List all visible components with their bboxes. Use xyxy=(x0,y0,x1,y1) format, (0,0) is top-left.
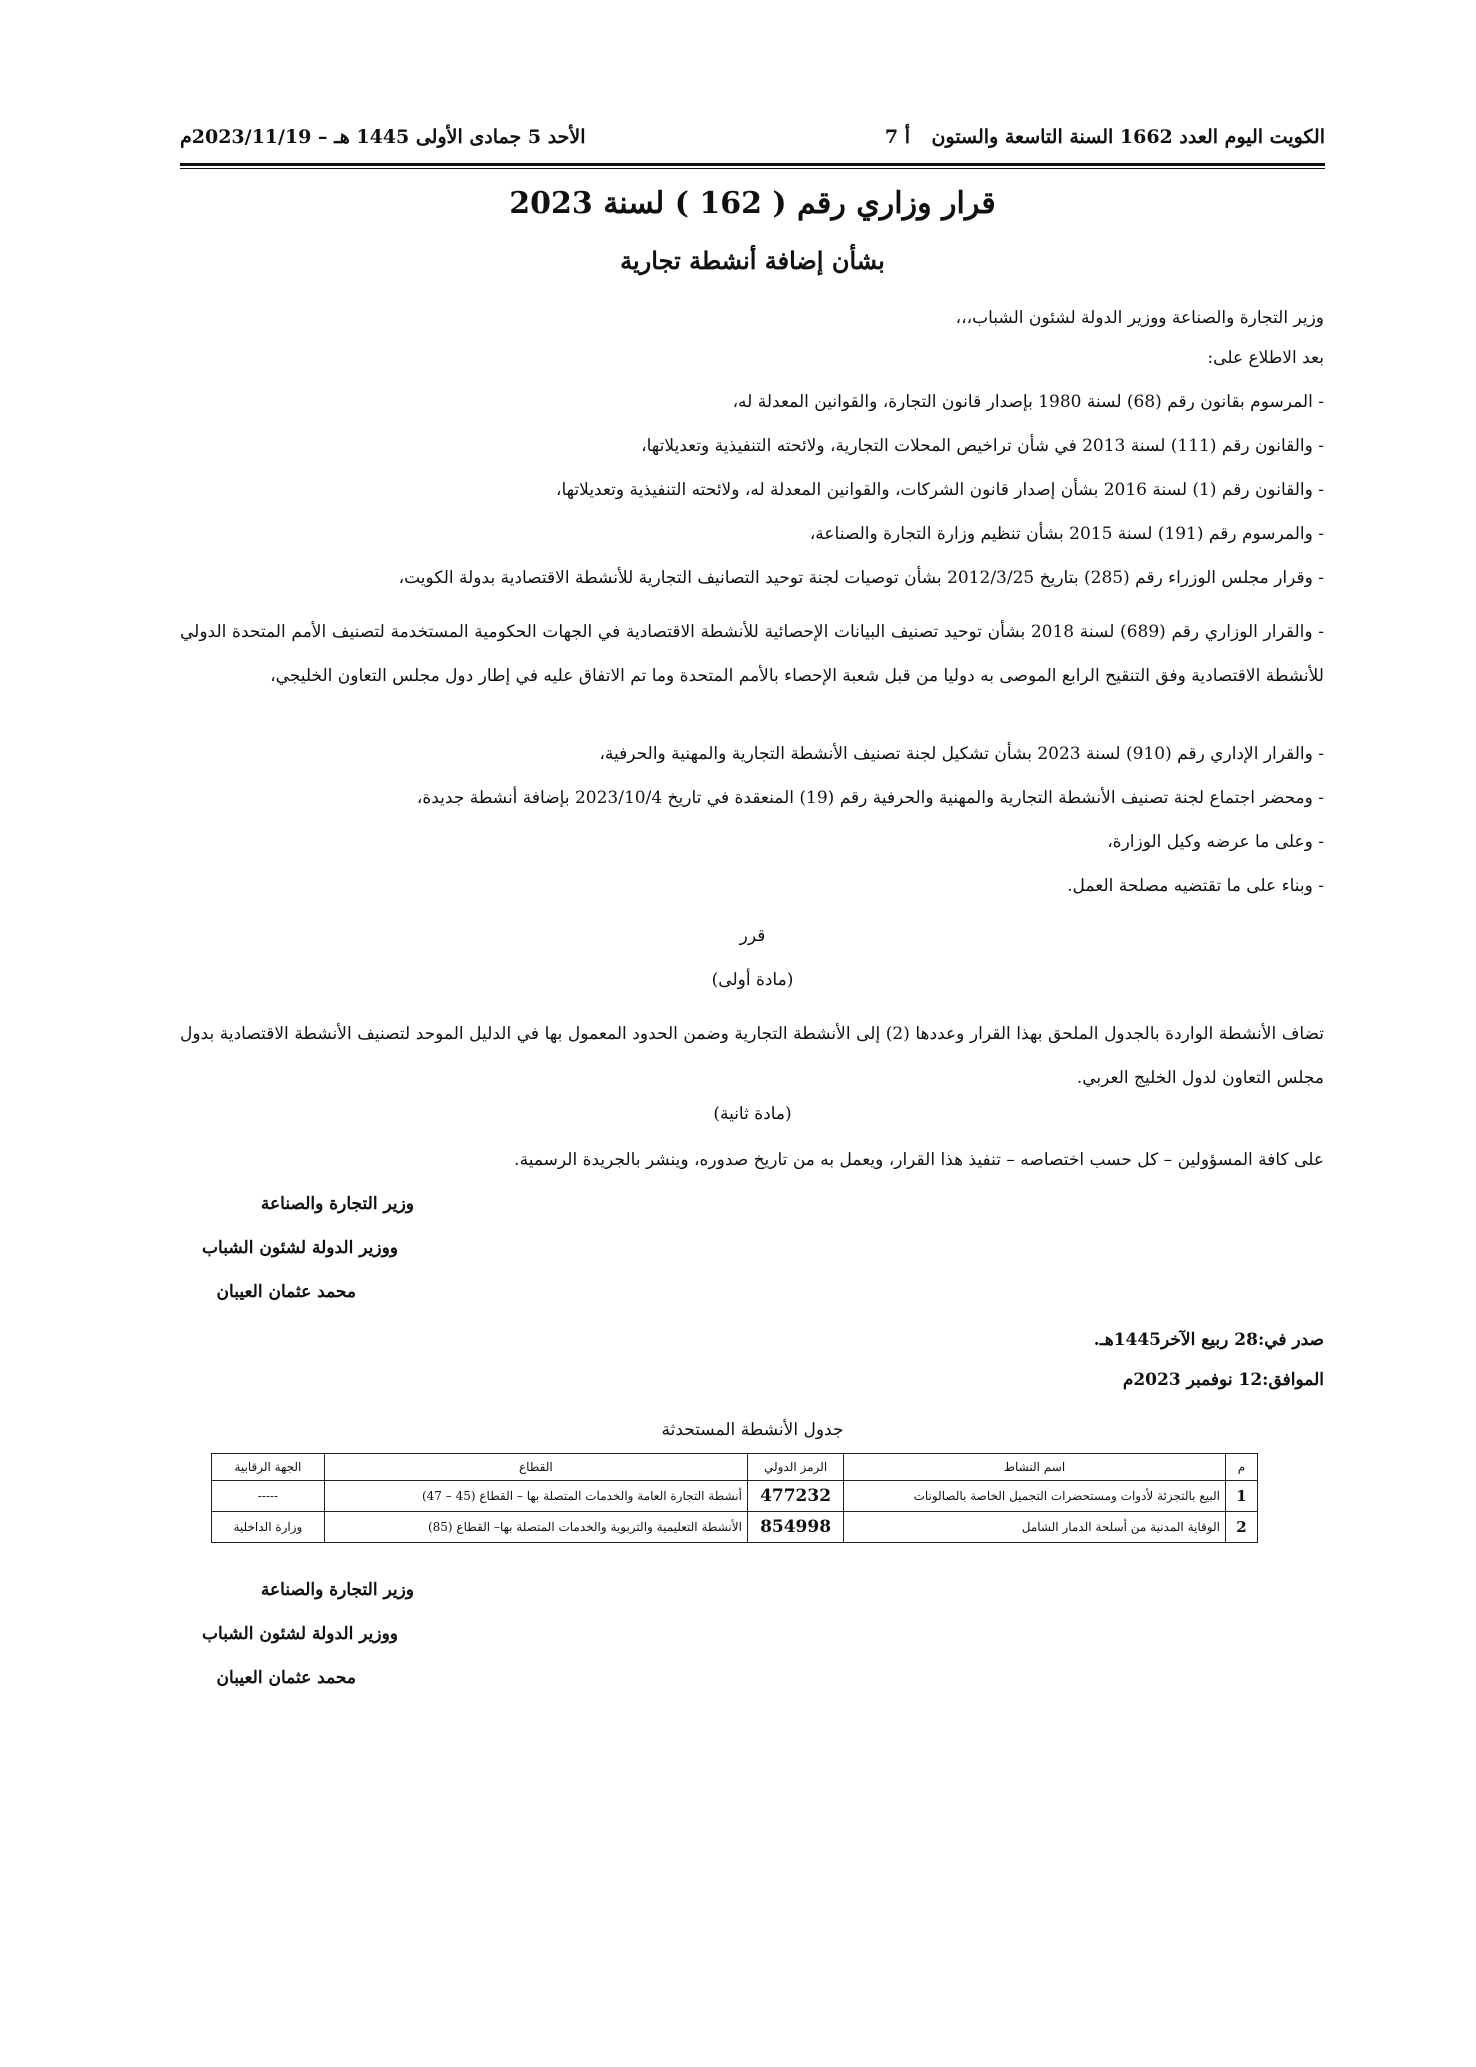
regulatory-authority: وزارة الداخلية xyxy=(212,1512,325,1543)
signature-name: محمد عثمان العيبان xyxy=(216,1668,356,1688)
header-rule-thin xyxy=(180,168,1325,169)
article1-heading: (مادة أولى) xyxy=(711,970,794,990)
signature-title-2: ووزير الدولة لشئون الشباب xyxy=(202,1238,398,1258)
table-row xyxy=(212,1481,1258,1512)
activity-name: الوقاية المدنية من أسلحة الدمار الشامل xyxy=(844,1512,1226,1543)
signature-title-2: ووزير الدولة لشئون الشباب xyxy=(202,1624,398,1644)
header-rule-thick xyxy=(180,163,1325,166)
signature-name: محمد عثمان العيبان xyxy=(216,1282,356,1302)
decree-subtitle: بشأن إضافة أنشطة تجارية xyxy=(620,246,885,275)
article2-text: على كافة المسؤولين – كل حسب اختصاصه – تنفيذ هذا القرار، ويعمل به من تاريخ صدوره، وينشر بالجريدة الرسمية. xyxy=(514,1150,1324,1170)
article1-text: تضاف الأنشطة الواردة بالجدول الملحق بهذا القرار وعددها (2) إلى الأنشطة التجارية وضمن الحدود المعمول بها في الدليل الموحد لتصنيف الأنشطة الاقتصادية بدول مجلس التعاون لدول الخليج العربي. xyxy=(180,1024,1325,1088)
preamble-item: - ومحضر اجتماع لجنة تصنيف الأنشطة التجارية والمهنية والحرفية رقم (19) المنعقدة في تاريخ 2023/10/4 بإضافة أنشطة جديدة، xyxy=(416,788,1324,808)
international-code: 854998 xyxy=(747,1512,843,1543)
sector: الأنشطة التعليمية والتربوية والخدمات المتصلة بها– القطاع (85) xyxy=(324,1512,747,1543)
issued-gregorian-date: الموافق:12 نوفمبر 2023م xyxy=(1122,1370,1324,1390)
signature-title-1: وزير التجارة والصناعة xyxy=(260,1580,414,1600)
sector: أنشطة التجارة العامة والخدمات المتصلة بها – القطاع (45 – 47) xyxy=(324,1481,747,1512)
page-header xyxy=(180,126,1325,160)
preamble-item: - وعلى ما عرضه وكيل الوزارة، xyxy=(1107,832,1324,852)
page-number: أ 7 xyxy=(884,126,910,148)
preamble-item: - والقانون رقم (1) لسنة 2016 بشأن إصدار قانون الشركات، والقوانين المعدلة له، ولائحته التنفيذية وتعديلاتها، xyxy=(555,480,1324,500)
column-header: القطاع xyxy=(324,1454,747,1481)
article2-heading: (مادة ثانية) xyxy=(713,1104,792,1124)
preamble-item: - والقرار الإداري رقم (910) لسنة 2023 بشأن تشكيل لجنة تصنيف الأنشطة التجارية والمهنية والحرفية، xyxy=(599,744,1324,764)
decided-heading: قرر xyxy=(739,926,766,946)
header-date: الأحد 5 جمادى الأولى 1445 هـ – 2023/11/19م xyxy=(180,126,586,148)
intro-line: وزير التجارة والصناعة ووزير الدولة لشئون الشباب،،، xyxy=(955,308,1324,328)
activities-table xyxy=(211,1453,1258,1543)
column-header: الجهة الرقابية xyxy=(212,1454,325,1481)
column-header: اسم النشاط xyxy=(844,1454,1226,1481)
preamble-item: - وقرار مجلس الوزراء رقم (285) بتاريخ 2012/3/25 بشأن توصيات لجنة توحيد التصانيف التجارية للأنشطة الاقتصادية بدولة الكويت، xyxy=(398,568,1324,588)
preamble-item: - وبناء على ما تقتضيه مصلحة العمل. xyxy=(1067,876,1324,896)
activity-name: البيع بالتجزئة لأدوات ومستحضرات التجميل الخاصة بالصالونات xyxy=(844,1481,1226,1512)
issued-hijri-date: صدر في:28 ربيع الآخر1445هـ. xyxy=(1093,1330,1324,1350)
regulatory-authority: ----- xyxy=(212,1481,325,1512)
preamble-item: - المرسوم بقانون رقم (68) لسنة 1980 بإصدار قانون التجارة، والقوانين المعدلة له، xyxy=(732,392,1324,412)
row-number: 2 xyxy=(1225,1512,1257,1543)
table-row xyxy=(212,1512,1258,1543)
signature-title-1: وزير التجارة والصناعة xyxy=(260,1194,414,1214)
column-header: الرمز الدولي xyxy=(747,1454,843,1481)
gazette-issue-info: الكويت اليوم العدد 1662 السنة التاسعة والستون xyxy=(931,126,1325,148)
table-header-row xyxy=(212,1454,1258,1481)
preamble-item: - والمرسوم رقم (191) لسنة 2015 بشأن تنظيم وزارة التجارة والصناعة، xyxy=(809,524,1324,544)
row-number: 1 xyxy=(1225,1481,1257,1512)
preamble-item: - والقانون رقم (111) لسنة 2013 في شأن تراخيص المحلات التجارية، ولائحته التنفيذية وتعديلاتها، xyxy=(641,436,1324,456)
international-code: 477232 xyxy=(747,1481,843,1512)
decree-title: قرار وزاري رقم ( 162 ) لسنة 2023 xyxy=(509,186,996,221)
after-review-line: بعد الاطلاع على: xyxy=(1207,348,1324,368)
table-title: جدول الأنشطة المستحدثة xyxy=(661,1420,844,1440)
column-header: م xyxy=(1225,1454,1257,1481)
preamble-item: - والقرار الوزاري رقم (689) لسنة 2018 بشأن توحيد تصنيف البيانات الإحصائية للأنشطة الاقتصادية في الجهات الحكومية المستخدمة لتصنيف الأمم المتحدة الدولي للأنشطة الاقتصادية وفق التنقيح الرابع الموصى به دوليا من قبل شعبة الإحصاء بالأمم المتحدة وما تم الاتفاق عليه في إطار دول مجلس التعاون الخليجي، xyxy=(180,622,1324,686)
